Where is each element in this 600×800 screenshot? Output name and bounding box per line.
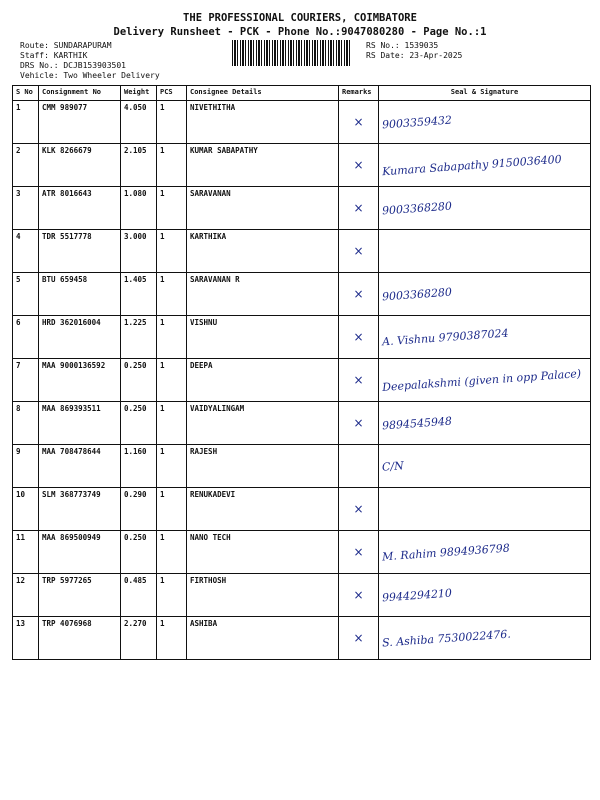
cell-consignee: KUMAR SABAPATHY	[187, 144, 339, 187]
cell-sno: 1	[13, 101, 39, 144]
cell-consignee: SARAVANAN	[187, 187, 339, 230]
cell-consignment-no: MAA 869393511	[39, 402, 121, 445]
cell-pcs: 1	[157, 316, 187, 359]
cell-weight: 0.250	[121, 531, 157, 574]
cell-remark	[339, 445, 379, 488]
table-row	[13, 230, 591, 273]
cell-signature	[379, 574, 591, 617]
cell-sno: 9	[13, 445, 39, 488]
cell-sno: 5	[13, 273, 39, 316]
col-signature: Seal & Signature	[379, 86, 591, 101]
table-row	[13, 531, 591, 574]
cell-sno: 4	[13, 230, 39, 273]
cell-pcs: 1	[157, 187, 187, 230]
cell-signature	[379, 273, 591, 316]
cell-weight: 4.050	[121, 101, 157, 144]
table-header-row	[13, 86, 591, 101]
table-row	[13, 144, 591, 187]
cell-consignee: KARTHIKA	[187, 230, 339, 273]
handwritten-signature: Kumara Sabapathy 9150036400	[381, 152, 563, 178]
cell-consignee: SARAVANAN R	[187, 273, 339, 316]
col-consignee: Consignee Details	[187, 86, 339, 101]
cell-consignee: ASHIBA	[187, 617, 339, 660]
cell-consignment-no: MAA 708478644	[39, 445, 121, 488]
cell-signature	[379, 187, 591, 230]
cell-pcs: 1	[157, 531, 187, 574]
cell-consignment-no: BTU 659458	[39, 273, 121, 316]
cell-remark: ×	[339, 574, 379, 617]
cell-consignment-no: MAA 9000136592	[39, 359, 121, 402]
handwritten-signature: S. Ashiba 7530022476.	[381, 627, 512, 649]
cell-weight: 2.270	[121, 617, 157, 660]
cell-remark: ×	[339, 359, 379, 402]
cell-signature	[379, 230, 591, 273]
cell-consignee: VAIDYALINGAM	[187, 402, 339, 445]
table-row	[13, 574, 591, 617]
cell-sno: 2	[13, 144, 39, 187]
barcode	[232, 40, 352, 66]
handwritten-signature: A. Vishnu 9790387024	[381, 326, 509, 348]
cell-signature	[379, 445, 591, 488]
cell-pcs: 1	[157, 488, 187, 531]
handwritten-signature: 9894545948	[381, 414, 453, 432]
handwritten-signature: 9944294210	[381, 586, 453, 604]
company-title: THE PROFESSIONAL COURIERS, COIMBATORE	[183, 12, 417, 24]
table-row	[13, 273, 591, 316]
cell-sno: 12	[13, 574, 39, 617]
cell-signature	[379, 402, 591, 445]
cell-weight: 1.405	[121, 273, 157, 316]
cell-consignment-no: ATR 8016643	[39, 187, 121, 230]
col-pcs: PCS	[157, 86, 187, 101]
table-row	[13, 316, 591, 359]
cell-remark: ×	[339, 316, 379, 359]
cell-consignment-no: CMM 989077	[39, 101, 121, 144]
col-remarks: Remarks	[339, 86, 379, 101]
table-row	[13, 617, 591, 660]
cell-pcs: 1	[157, 144, 187, 187]
table-row	[13, 101, 591, 144]
cell-sno: 7	[13, 359, 39, 402]
cell-signature	[379, 488, 591, 531]
cell-consignment-no: MAA 869500949	[39, 531, 121, 574]
table-row	[13, 187, 591, 230]
cell-sno: 10	[13, 488, 39, 531]
cell-signature	[379, 359, 591, 402]
cell-sno: 6	[13, 316, 39, 359]
cell-consignee: DEEPA	[187, 359, 339, 402]
cell-consignment-no: TRP 4076968	[39, 617, 121, 660]
cell-weight: 1.160	[121, 445, 157, 488]
cell-pcs: 1	[157, 101, 187, 144]
cell-sno: 11	[13, 531, 39, 574]
cell-remark: ×	[339, 230, 379, 273]
cell-consignee: RAJESH	[187, 445, 339, 488]
cell-consignee: NANO TECH	[187, 531, 339, 574]
cell-consignee: RENUKADEVI	[187, 488, 339, 531]
handwritten-signature: C/N	[381, 458, 405, 474]
cell-consignment-no: SLM 368773749	[39, 488, 121, 531]
cell-consignee: NIVETHITHA	[187, 101, 339, 144]
col-sno: S No	[13, 86, 39, 101]
handwritten-signature: 9003359432	[381, 113, 453, 131]
vehicle-label: Vehicle: Two Wheeler Delivery	[20, 71, 160, 80]
cell-consignee: VISHNU	[187, 316, 339, 359]
handwritten-signature: 9003368280	[381, 199, 453, 217]
cell-remark: ×	[339, 402, 379, 445]
cell-sno: 13	[13, 617, 39, 660]
cell-consignee: FIRTHOSH	[187, 574, 339, 617]
cell-pcs: 1	[157, 230, 187, 273]
rs-date-label: RS Date: 23-Apr-2025	[366, 51, 463, 60]
cell-remark: ×	[339, 273, 379, 316]
cell-consignment-no: TRP 5977265	[39, 574, 121, 617]
cell-weight: 0.485	[121, 574, 157, 617]
cell-weight: 3.000	[121, 230, 157, 273]
table-row	[13, 402, 591, 445]
cell-weight: 0.290	[121, 488, 157, 531]
cell-weight: 2.105	[121, 144, 157, 187]
cell-pcs: 1	[157, 574, 187, 617]
cell-remark: ×	[339, 187, 379, 230]
cell-signature	[379, 617, 591, 660]
cell-remark: ×	[339, 617, 379, 660]
cell-weight: 1.225	[121, 316, 157, 359]
table-row	[13, 488, 591, 531]
cell-weight: 0.250	[121, 402, 157, 445]
cell-consignment-no: HRD 362016004	[39, 316, 121, 359]
table-row	[13, 445, 591, 488]
cell-signature	[379, 101, 591, 144]
cell-consignment-no: KLK 8266679	[39, 144, 121, 187]
cell-signature	[379, 531, 591, 574]
cell-sno: 3	[13, 187, 39, 230]
cell-pcs: 1	[157, 617, 187, 660]
cell-pcs: 1	[157, 273, 187, 316]
handwritten-signature: Deepalakshmi (given in opp Palace)	[381, 366, 582, 394]
cell-remark: ×	[339, 488, 379, 531]
cell-remark: ×	[339, 101, 379, 144]
cell-sno: 8	[13, 402, 39, 445]
cell-consignment-no: TDR 5517778	[39, 230, 121, 273]
runsheet-subtitle: Delivery Runsheet - PCK - Phone No.:9047080280 - Page No.:1	[113, 26, 487, 38]
cell-remark: ×	[339, 531, 379, 574]
route-label: Route: SUNDARAPURAM	[20, 41, 112, 50]
drs-label: DRS No.: DCJB153903501	[20, 61, 126, 70]
cell-pcs: 1	[157, 359, 187, 402]
table-row	[13, 359, 591, 402]
cell-weight: 1.080	[121, 187, 157, 230]
cell-pcs: 1	[157, 445, 187, 488]
meta-left	[20, 41, 160, 81]
cell-pcs: 1	[157, 402, 187, 445]
cell-signature	[379, 316, 591, 359]
cell-signature	[379, 144, 591, 187]
handwritten-signature: 9003368280	[381, 285, 453, 303]
col-consignment: Consignment No	[39, 86, 121, 101]
handwritten-signature: M. Rahim 9894936798	[381, 541, 511, 563]
staff-label: Staff: KARTHIK	[20, 51, 88, 60]
cell-weight: 0.250	[121, 359, 157, 402]
rs-no-label: RS No.: 1539035	[366, 41, 439, 50]
meta-right	[366, 41, 462, 61]
col-weight: Weight	[121, 86, 157, 101]
runsheet-table	[12, 85, 591, 660]
cell-remark: ×	[339, 144, 379, 187]
